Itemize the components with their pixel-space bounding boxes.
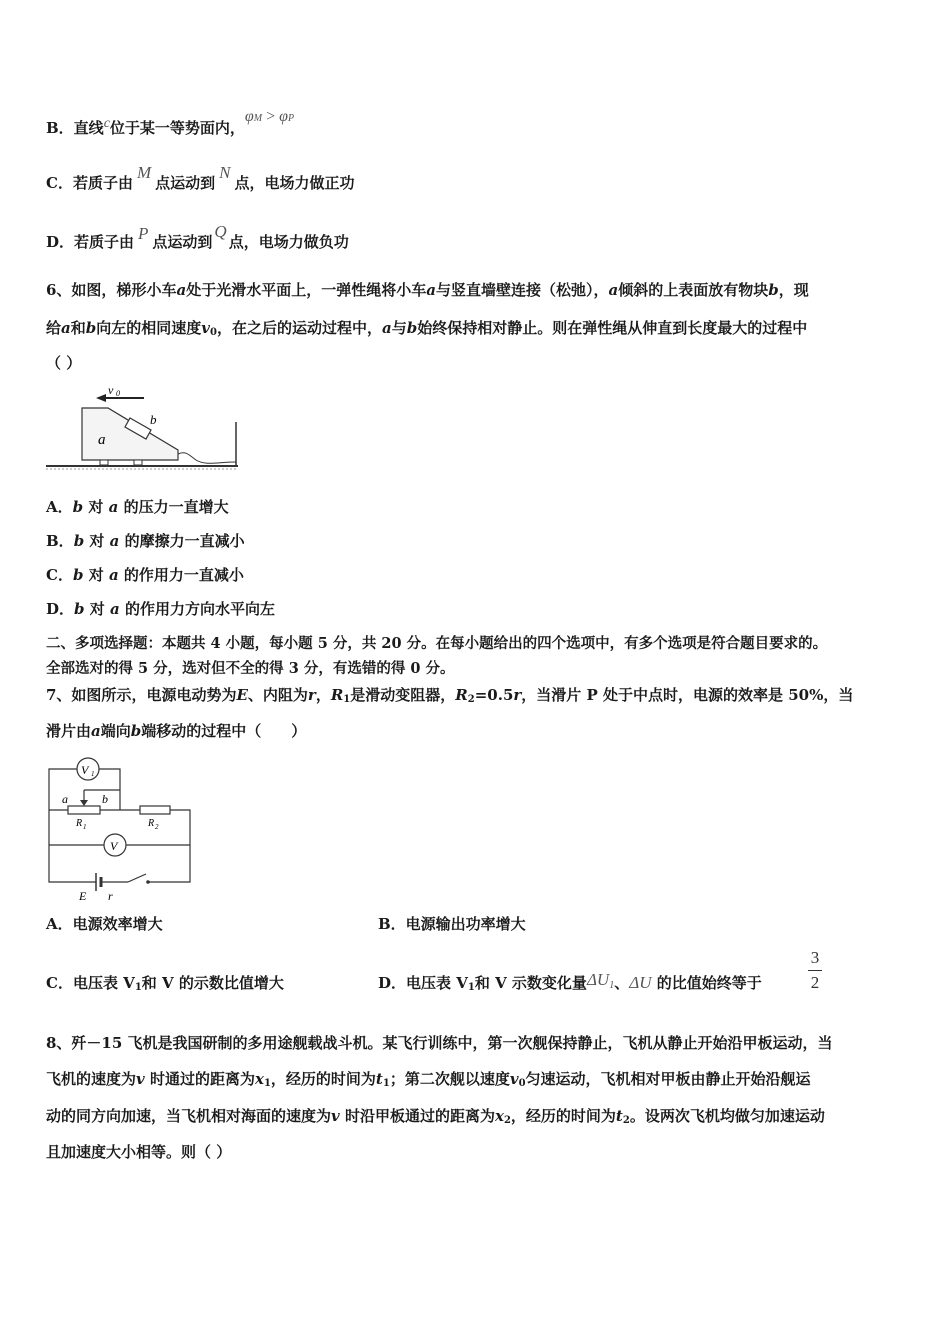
option-label: C．若质子由 (46, 174, 133, 192)
sub-0: 0 (210, 327, 217, 338)
wheel (134, 460, 142, 465)
q6-option-d (46, 599, 275, 619)
var-b: b (768, 281, 779, 299)
text: 对 (88, 498, 104, 516)
text: 和 (70, 319, 86, 337)
var-e: E (236, 686, 248, 704)
arrow-head (96, 394, 106, 402)
var-a: a (608, 281, 619, 299)
text: 对 (89, 600, 105, 618)
var-t2: t (615, 1107, 623, 1125)
denominator: 2 (810, 973, 820, 992)
option-label: D．若质子由 (46, 233, 135, 251)
var-x1: x (254, 1070, 264, 1088)
point-p: P (138, 224, 149, 243)
r-label: r (108, 889, 113, 903)
text: 时通过的距离为 (149, 1070, 255, 1088)
option-label: B．直线 (46, 119, 104, 137)
e-label: E (79, 889, 87, 903)
section-heading-line2: 全部选对的得 5 分，选对但不全的得 3 分，有选错的得 0 分。 (46, 660, 455, 677)
q8-stem-line2 (46, 1069, 811, 1094)
q8-stem-line1: 8、歼－15 飞机是我国研制的多用途舰载战斗机。某飞行训练中，第一次舰保持静止，飞机从静止开始沿甲板运动，当 (46, 1034, 833, 1052)
var-c: c (103, 116, 110, 131)
text: ；第二次舰以速度 (389, 1070, 510, 1088)
text: 滑片由 (46, 722, 92, 740)
text: ， (315, 686, 331, 704)
text: 端移动的过程中（ ） (141, 722, 307, 740)
r1-label: R (76, 818, 83, 829)
switch (128, 874, 146, 882)
text: 对 (88, 566, 104, 584)
phi-p: φ (279, 108, 289, 125)
slider-arrow (80, 800, 88, 806)
text: ，现 (778, 281, 809, 299)
phi-m: φ (244, 108, 254, 125)
text: 和 V 的示数比值增大 (141, 974, 284, 992)
var-r: r (513, 686, 522, 704)
r1-sub: 1 (83, 823, 87, 831)
point-n: N (219, 163, 231, 182)
text: 向左的相同速度 (96, 319, 202, 337)
q7-stem-line2 (46, 721, 306, 741)
var-a: a (176, 281, 187, 299)
sub-1: 1 (343, 694, 351, 705)
sub-m: M (253, 113, 263, 124)
sub-2: 2 (503, 1115, 511, 1126)
text: 时沿甲板通过的距离为 (344, 1107, 495, 1125)
var-a: a (108, 566, 119, 584)
v0-label: v (108, 383, 114, 397)
var-a: a (108, 498, 119, 516)
text: 处于光滑水平面上，一弹性绳将小车 (186, 281, 427, 299)
text: 、内阻为 (247, 686, 308, 704)
text: ，经历的时间为 (270, 1070, 376, 1088)
resistor-r2 (140, 806, 170, 814)
q7-option-b: B．电源输出功率增大 (378, 915, 526, 933)
block-b-label: b (150, 412, 157, 427)
var-v0: v (509, 1070, 519, 1088)
text: D．电压表 V (378, 974, 468, 992)
text: ，经历的时间为 (510, 1107, 616, 1125)
q6-stem-line2 (46, 318, 807, 343)
var-v: v (331, 1107, 340, 1125)
wire (149, 810, 190, 882)
sub-1: 1 (609, 980, 615, 991)
text: 给 (46, 319, 62, 337)
var-b: b (130, 722, 142, 740)
option-prefix: C． (46, 566, 73, 584)
var-t1: t (375, 1070, 383, 1088)
sub-1: 1 (467, 982, 475, 993)
text: 对 (89, 532, 105, 550)
text: 和 V 示数变化量 (474, 974, 587, 992)
q5-option-d (46, 222, 349, 252)
delta-u1: ΔU (586, 970, 610, 989)
var-b: b (73, 532, 85, 550)
wheel (100, 460, 108, 465)
text: 与 (391, 319, 407, 337)
var-r2: R (455, 686, 468, 704)
q7-option-c (46, 973, 284, 998)
text: 的作用力方向水平向左 (124, 600, 275, 618)
text: 端向 (100, 722, 131, 740)
option-prefix: A． (46, 498, 73, 516)
sub-0: 0 (518, 1078, 526, 1089)
q8-stem-line4: 且加速度大小相等。则（ ） (46, 1143, 232, 1161)
text: C．电压表 V (46, 974, 135, 992)
text: 飞机的速度为 (46, 1070, 137, 1088)
delta-u: ΔU (629, 973, 652, 992)
option-text: 点运动到 (155, 174, 216, 192)
sub-1: 1 (263, 1078, 271, 1089)
text: 是滑动变阻器， (350, 686, 456, 704)
r2-sub: 2 (155, 823, 159, 831)
var-v0: v (201, 319, 210, 337)
q6-option-a (46, 497, 229, 517)
q7-stem-line1 (46, 685, 853, 710)
var-b: b (72, 498, 84, 516)
terminal-a: a (62, 792, 68, 806)
fraction-bar (808, 970, 822, 971)
text: 。设两次飞机均做匀加速运动 (629, 1107, 825, 1125)
q8-stem-line3 (46, 1106, 825, 1131)
numerator: 3 (810, 948, 820, 967)
var-a: a (91, 722, 101, 740)
v1-label: V (81, 763, 89, 777)
text: 匀速运动，飞机相对甲板由静止开始沿舰运 (525, 1070, 811, 1088)
text: 倾斜的上表面放有物块 (618, 281, 769, 299)
q6-option-c (46, 565, 244, 585)
fraction-3-2 (808, 948, 822, 993)
q5-option-b (46, 108, 295, 141)
answer-bracket: （ ） (46, 354, 82, 372)
gt-sign: > (262, 108, 280, 125)
point-q: Q (214, 222, 227, 241)
v-label: V (110, 839, 118, 853)
text: ，当滑片 P 处于中点时，电源的效率是 50%，当 (521, 686, 854, 704)
sub-1: 1 (134, 982, 142, 993)
var-v: v (136, 1070, 145, 1088)
separator: 、 (614, 974, 630, 992)
var-b: b (74, 600, 85, 618)
r2-label: R (148, 818, 155, 829)
q7-circuit-figure (44, 754, 194, 904)
v1-sub: 1 (91, 770, 95, 778)
cart-a (82, 408, 178, 460)
switch-contact (146, 880, 150, 884)
option-prefix: B． (46, 532, 74, 550)
text: 的作用力一直减小 (123, 566, 244, 584)
sub-2: 2 (467, 694, 475, 705)
var-b: b (406, 319, 418, 337)
point-m: M (136, 163, 152, 182)
q5-option-c (46, 163, 355, 193)
text: 的摩擦力一直减小 (124, 532, 245, 550)
q6-cart-figure (46, 378, 246, 472)
option-text: 位于某一等势面内， (109, 119, 245, 137)
q6-option-b (46, 531, 245, 551)
rheostat-r1 (68, 806, 100, 814)
text: 动的同方向加速，当飞机相对海面的速度为 (46, 1107, 332, 1125)
sub-p: P (288, 113, 295, 124)
var-a: a (426, 281, 436, 299)
option-text: 点，电场力做正功 (234, 174, 355, 192)
sub-1: 1 (382, 1078, 390, 1089)
text: 的比值始终等于 (656, 974, 762, 992)
var-x2: x (494, 1107, 504, 1125)
q7-option-a: A．电源效率增大 (46, 915, 163, 933)
terminal-b: b (102, 792, 108, 806)
option-text: 点运动到 (152, 233, 213, 251)
text: =0.5 (474, 686, 514, 704)
v0-sub: 0 (116, 389, 120, 398)
text: 始终保持相对静止。则在弹性绳从伸直到长度最大的过程中 (417, 319, 808, 337)
text: 6、如图，梯形小车 (46, 281, 177, 299)
text: 的压力一直增大 (123, 498, 229, 516)
elastic-rope (178, 453, 236, 464)
var-a: a (109, 532, 120, 550)
cart-a-label: a (98, 432, 106, 448)
var-r1: R (330, 686, 344, 704)
option-text: 点，电场力做负功 (228, 233, 349, 251)
q7-option-d (378, 970, 762, 998)
sub-2: 2 (622, 1115, 630, 1126)
option-prefix: D． (46, 600, 75, 618)
wire (49, 810, 96, 882)
text: 与竖直墙壁连接（松弛）， (435, 281, 609, 299)
var-a: a (381, 319, 392, 337)
var-b: b (72, 566, 84, 584)
var-r: r (307, 686, 316, 704)
text: 7、如图所示，电源电动势为 (46, 686, 237, 704)
var-b: b (85, 319, 97, 337)
text: ，在之后的运动过程中， (216, 319, 382, 337)
section-heading-line1: 二、多项选择题：本题共 4 小题，每小题 5 分，共 20 分。在每小题给出的四个选项中，有多个选项是符合题目要求的。 (46, 635, 828, 652)
var-a: a (110, 600, 120, 618)
q6-stem-line3 (46, 353, 81, 373)
q6-stem-line1 (46, 280, 809, 300)
var-a: a (61, 319, 71, 337)
